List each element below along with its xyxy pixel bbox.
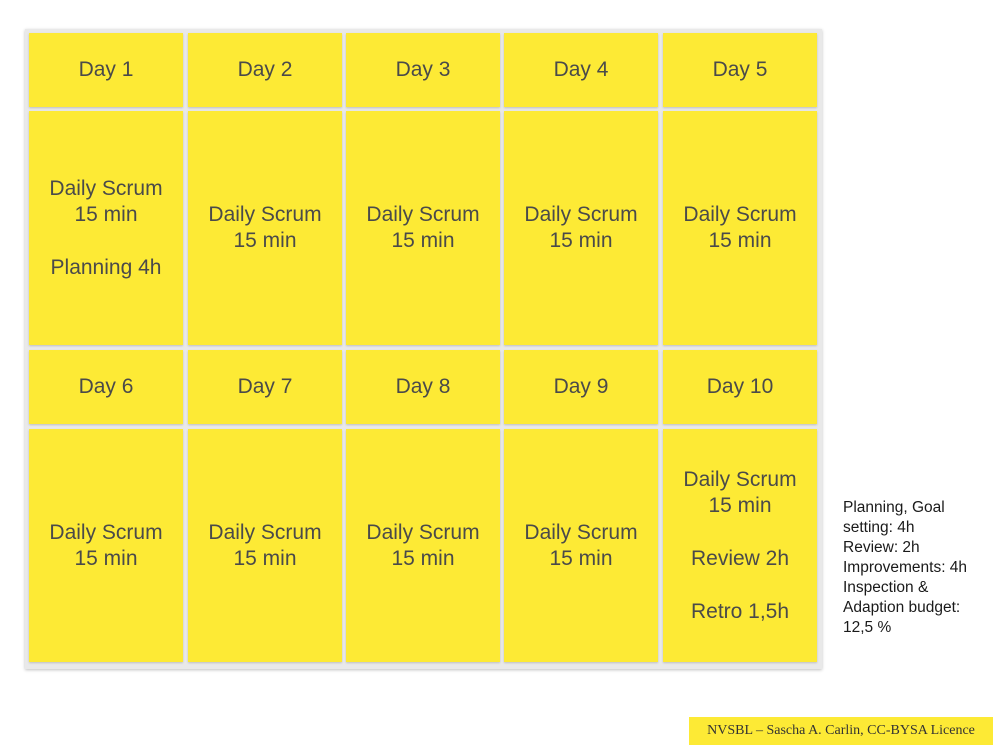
day-label: Day 4 [553,58,609,81]
day-10-header-note [663,350,817,424]
day-5-header-note [663,33,817,107]
event-line: 15 min [233,229,297,252]
legend-line: Adaption budget: [843,599,961,616]
day-7-events-note [188,429,342,662]
event-line: Daily Scrum [366,520,480,544]
event-line: 15 min [708,229,772,252]
event-line: Daily Scrum [524,203,638,226]
day-1-header-note [29,33,183,107]
event-line: 15 min [391,546,455,570]
day-6-events-note [29,429,183,662]
day-label: Day 6 [78,375,134,398]
event-list [524,520,637,572]
legend-line: 12,5 % [843,619,892,636]
event-list [49,520,162,572]
event-list [366,202,479,254]
event-line: 15 min [708,493,772,517]
event-line: 15 min [391,229,455,252]
event-line: Review 2h [690,546,790,570]
day-8-events-note [346,429,500,662]
event-list [524,202,637,254]
event-line: 15 min [233,546,297,570]
event-line: 15 min [74,546,138,570]
event-line: Daily Scrum [683,203,797,226]
event-list [683,202,796,254]
day-5-events-note [663,111,817,345]
day-8-header-note [346,350,500,424]
event-line: 15 min [549,229,613,252]
event-line: Planning 4h [50,255,162,279]
day-label: Day 7 [237,375,293,398]
event-line: 15 min [74,202,138,226]
event-line: Daily Scrum [208,520,322,544]
day-10-events-note [663,429,817,662]
legend-line: Review: 2h [843,539,920,556]
day-1-events-note [29,111,183,345]
day-label: Day 3 [395,58,451,81]
event-line: Retro 1,5h [690,599,790,623]
event-line: Daily Scrum [208,203,322,226]
event-line: Daily Scrum [49,176,163,200]
time-budget-legend [843,498,993,638]
event-line: Daily Scrum [366,203,480,226]
event-list [366,520,479,572]
day-label: Day 5 [712,58,768,81]
day-3-header-note [346,33,500,107]
event-line: Daily Scrum [683,467,797,491]
event-list [49,176,162,281]
license-credit: NVSBL – Sascha A. Carlin, CC-BYSA Licence [689,717,993,745]
event-line: 15 min [549,546,613,570]
event-list [683,467,796,625]
day-label: Day 1 [78,58,134,81]
day-4-header-note [504,33,658,107]
day-label: Day 10 [706,375,774,398]
event-line: Daily Scrum [524,520,638,544]
event-line: Daily Scrum [49,520,163,544]
legend-line: Planning, Goal [843,499,945,516]
day-label: Day 8 [395,375,451,398]
day-2-header-note [188,33,342,107]
day-4-events-note [504,111,658,345]
legend-line: Improvements: 4h [843,559,968,576]
event-list [208,520,321,572]
legend-line: Inspection & [843,579,929,596]
event-list [208,202,321,254]
day-3-events-note [346,111,500,345]
day-9-events-note [504,429,658,662]
day-7-header-note [188,350,342,424]
day-label: Day 2 [237,58,293,81]
day-6-header-note [29,350,183,424]
day-9-header-note [504,350,658,424]
legend-line: setting: 4h [843,519,915,536]
day-label: Day 9 [553,375,609,398]
day-2-events-note [188,111,342,345]
